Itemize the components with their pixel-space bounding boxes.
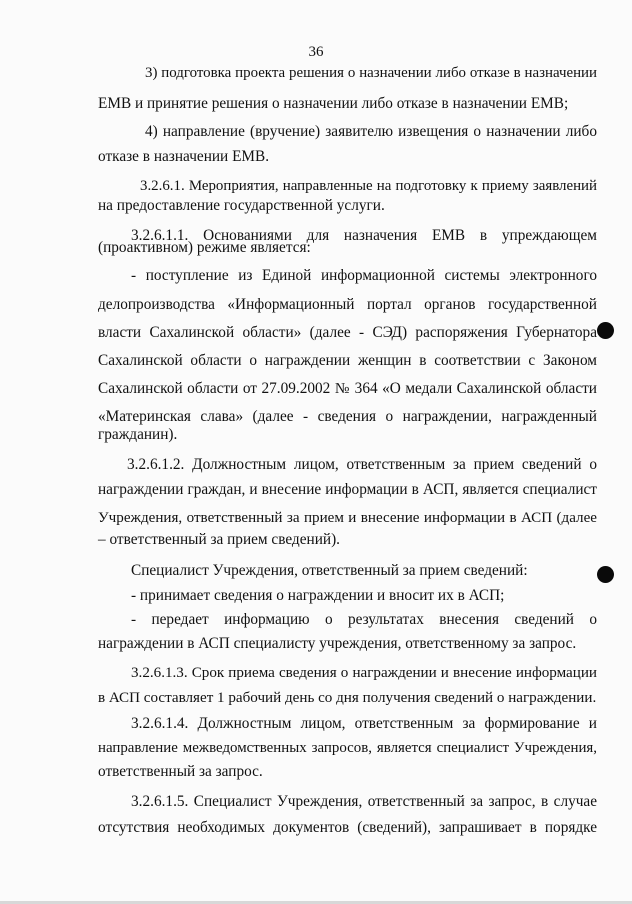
text-line: Сахалинской области о награждении женщин в соответствии с Законом xyxy=(98,352,597,369)
page-number: 36 xyxy=(308,44,324,60)
text-line: 3.2.6.1.3. Срок приема сведения о награждении и внесение информации xyxy=(131,665,597,681)
text-line: отсутствия необходимых документов (сведений), запрашивает в порядке xyxy=(98,819,597,836)
text-line: Специалист Учреждения, ответственный за прием сведений: xyxy=(131,562,528,579)
text-line: в АСП составляет 1 рабочий день со дня получения сведений о награждении. xyxy=(98,690,597,706)
punch-hole-mark xyxy=(597,566,614,583)
text-line: 3.2.6.1. Мероприятия, направленные на подготовку к приему заявлений xyxy=(140,178,597,194)
text-line: 3.2.6.1.4. Должностным лицом, ответственным за формирование и xyxy=(131,715,597,732)
text-line: 3.2.6.1.2. Должностным лицом, ответственным за прием сведений о xyxy=(127,456,597,473)
text-line: власти Сахалинской области» (далее - СЭД) распоряжения Губернатора xyxy=(98,324,597,341)
text-line: - поступление из Единой информационной системы электронного xyxy=(131,267,597,284)
text-line: на предоставление государственной услуги. xyxy=(98,197,385,214)
text-line: 3.2.6.1.1. Основаниями для назначения ЕМВ в упреждающем xyxy=(131,227,597,244)
text-line: Сахалинской области от 27.09.2002 № 364 «О медали Сахалинской области xyxy=(98,380,597,397)
text-line: 3.2.6.1.5. Специалист Учреждения, ответственный за запрос, в случае xyxy=(131,793,597,810)
text-line: 4) направление (вручение) заявителю извещения о назначении либо xyxy=(145,123,597,140)
text-line: делопроизводства «Информационный портал органов государственной xyxy=(98,296,597,313)
text-line: ответственный за запрос. xyxy=(98,763,263,780)
text-line: (проактивном) режиме является: xyxy=(98,239,311,256)
text-line: отказе в назначении ЕМВ. xyxy=(98,148,270,165)
text-line: – ответственный за прием сведений). xyxy=(98,531,340,548)
text-line: награждении граждан, и внесение информации в АСП, является специалист xyxy=(98,481,597,498)
text-line: - передает информацию о результатах внесения сведений о xyxy=(131,611,597,628)
text-line: ЕМВ и принятие решения о назначении либо отказе в назначении ЕМВ; xyxy=(98,95,569,112)
punch-hole-mark xyxy=(597,322,614,339)
text-line: гражданин). xyxy=(98,426,178,443)
text-line: «Материнская слава» (далее - сведения о награждении, награжденный xyxy=(98,408,597,425)
text-line: награждении в АСП специалисту учреждения, ответственному за запрос. xyxy=(98,635,577,652)
text-line: направление межведомственных запросов, является специалист Учреждения, xyxy=(98,740,597,756)
text-line: - принимает сведения о награждении и вносит их в АСП; xyxy=(131,587,505,604)
text-line: 3) подготовка проекта решения о назначении либо отказе в назначении xyxy=(145,65,597,81)
text-line: Учреждения, ответственный за прием и внесение информации в АСП (далее xyxy=(98,510,597,526)
